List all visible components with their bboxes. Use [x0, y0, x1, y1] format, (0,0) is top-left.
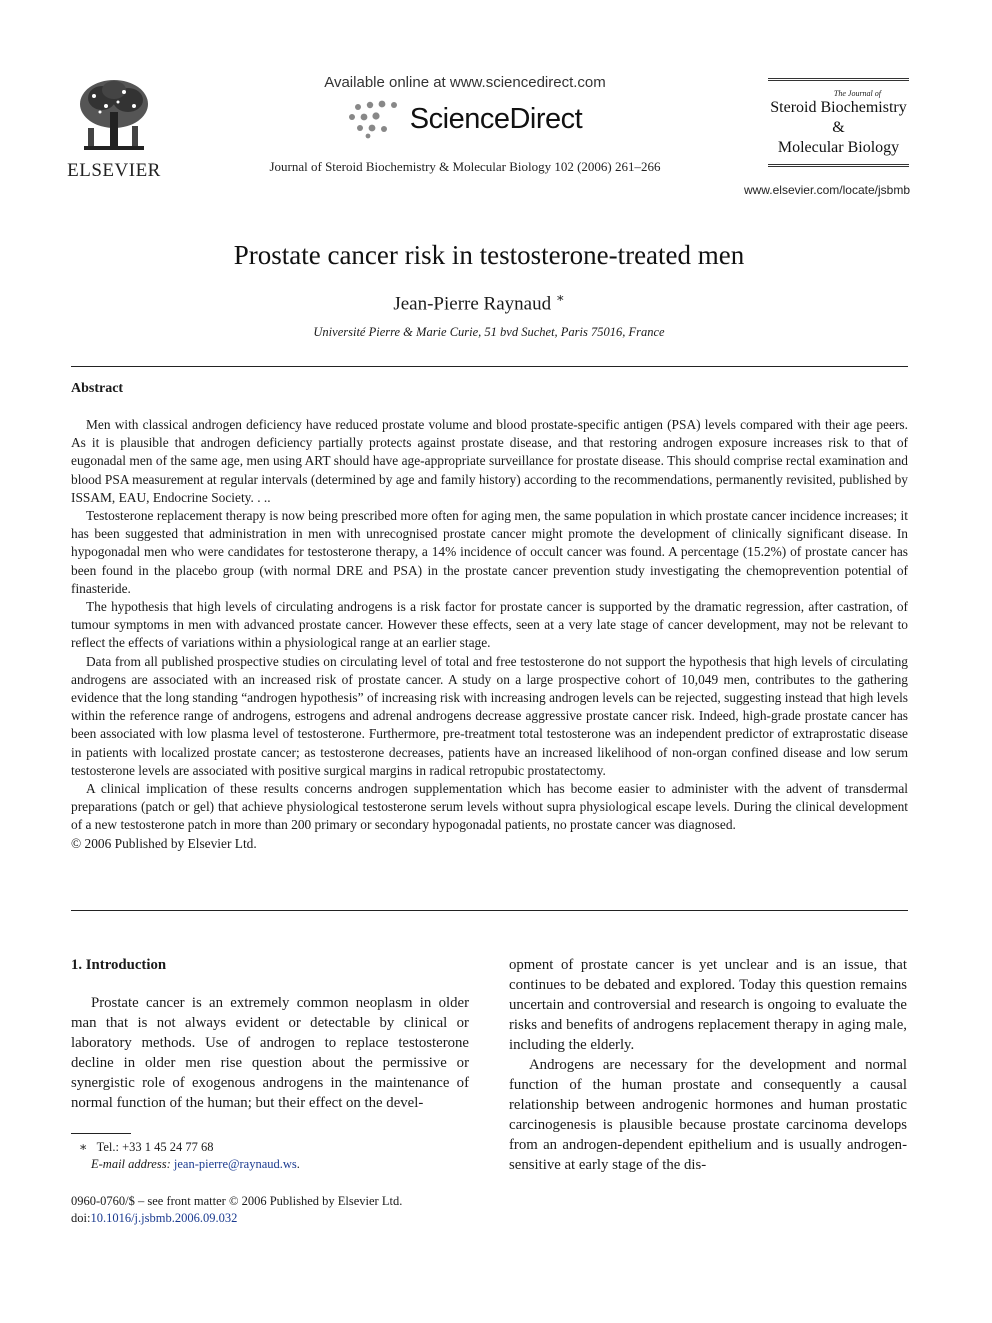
divider	[71, 910, 908, 911]
journal-citation: Journal of Steroid Biochemistry & Molecular Biology 102 (2006) 261–266	[269, 159, 661, 174]
journal-url[interactable]: www.elsevier.com/locate/jsbmb	[743, 183, 910, 197]
footnote-email-line	[71, 1156, 300, 1173]
doi-line	[71, 1210, 402, 1227]
sciencedirect-wordmark: ScienceDirect	[409, 102, 583, 135]
footnote-tel: Tel.: +33 1 45 24 77 68	[96, 1140, 214, 1154]
journal-box-line2: &	[832, 119, 845, 136]
issn-line: 0960-0760/$ – see front matter © 2006 Published by Elsevier Ltd.	[71, 1194, 403, 1208]
email-end: .	[296, 1157, 300, 1171]
footnote-divider	[71, 1133, 131, 1134]
body-paragraph: opment of prostate cancer is yet unclear and is an issue, that continues to be debated and explored. Today this question remains uncertain and controversial and research is ongoing to evaluate the risks and benefits of androgens replacement therapy in aging male, including the elderly.	[509, 957, 907, 1053]
email-link[interactable]: jean-pierre@raynaud.ws	[173, 1157, 297, 1171]
elsevier-tree-icon	[74, 76, 154, 158]
abstract-copyright: © 2006 Published by Elsevier Ltd.	[71, 835, 257, 851]
body-paragraph: Prostate cancer is an extremely common neoplasm in older man that is not always evident or detectable by clinical or laboratory methods. Use of androgen to replace testosterone decline in older men rise question about the permissive or synergistic role of exogenous androgens in the maintenance of normal function of the human; but their effect on the devel-	[71, 995, 469, 1111]
doi-link[interactable]: 10.1016/j.jsbmb.2006.09.032	[90, 1211, 238, 1225]
divider	[768, 164, 909, 167]
doi-label: doi:	[71, 1211, 91, 1225]
footnote	[71, 1139, 300, 1173]
article-meta-footer	[71, 1193, 402, 1227]
publisher-name: ELSEVIER	[67, 160, 161, 181]
elsevier-logo	[66, 76, 162, 182]
abstract-paragraph: Testosterone replacement therapy is now being prescribed more often for aging men, the same population in which prostate cancer incidence increases; it has been suggested that administration in men with unrecognised prostate cancer might promote the development of clinically significant disease. In hypogonadal men who were candidates for testosterone therapy, a 14% incidence of occult cancer was found. A percentage (15.2%) of prostate cancer has been found in the placebo group (with normal DRE and PSA) in the prostate cancer prevention study investigating the chemoprevention potential of finasteride.	[71, 508, 908, 596]
abstract-paragraph: Men with classical androgen deficiency have reduced prostate volume and blood prostate-specific antigen (PSA) levels compared with their age peers. As it is plausible that androgen deficiency partially protects against prostate disease, and that restoring androgen exposure increases risk to that of eugonadal men of the same age, men using ART should have age-appropriate surveillance for prostate disease. This should comprise rectal examination and blood PSA measurement at regular intervals (determined by age and family history) according to the recommendations, permanently revisited, published by ISSAM, EAU, Endocrine Society. . ..	[71, 417, 908, 505]
sciencedirect-block	[250, 74, 680, 175]
author-name: Jean-Pierre Raynaud	[393, 293, 552, 315]
abstract-paragraph: A clinical implication of these results concerns androgen supplementation which has become easier to administer with the advent of transdermal preparations (patch or gel) that achieve physiological testosterone serum levels without supra physiological escape levels. During the clinical development of a new testosterone patch in more than 200 primary or secondary hypogonadal patients, no prostate cancer was diagnosed.	[71, 781, 908, 833]
author-line	[0, 290, 958, 315]
divider	[768, 78, 909, 81]
sciencedirect-dots-icon	[348, 99, 404, 139]
author-affiliation: Université Pierre & Marie Curie, 51 bvd Suchet, Paris 75016, France	[313, 325, 665, 339]
journal-box-line1: Steroid Biochemistry	[770, 99, 907, 116]
abstract-paragraph: The hypothesis that high levels of circulating androgens is a risk factor for prostate cancer is supported by the dramatic regression, after castration, of tumour symptoms in men with advanced prostate cancer. However these effects, seen at a very late stage of cancer development, may not be relevant to reflect the effects of variations within a physiological range at an earlier stage.	[71, 599, 908, 651]
available-online-text: Available online at www.sciencedirect.com	[324, 74, 606, 91]
abstract-body	[71, 416, 908, 853]
journal-box-small: The Journal of	[833, 89, 881, 98]
footnote-mark: ∗	[79, 1140, 88, 1154]
journal-header	[0, 0, 992, 210]
section-heading: 1. Introduction	[71, 957, 167, 973]
left-column	[71, 955, 469, 1113]
article-title: Prostate cancer risk in testosterone-treated men	[233, 240, 745, 270]
footnote-tel-line	[71, 1139, 300, 1156]
email-label: E-mail address:	[91, 1157, 171, 1171]
abstract-paragraph: Data from all published prospective studies on circulating level of total and free testosterone do not support the hypothesis that high levels of circulating androgens are associated with an increased risk of prostate cancer. A study on a large prospective cohort of 10,049 men, contributes to the gathering evidence that the long standing “androgen hypothesis” of increasing risk with increasing androgen levels can be rejected, suggesting instead that high levels within the reference range of androgens, estrogens and adrenal androgens decrease aggressive prostate cancer risk. Indeed, high-grade prostate cancer has been associated with low plasma level of testosterone. Furthermore, pre-treatment total testosterone was an independent predictor of extraprostatic disease in patients with localized prostate cancer; as testosterone decreases, patients have an increased likelihood of non-organ confined disease and low serum testosterone levels are associated with positive surgical margins in radical retropubic prostatectomy.	[71, 653, 908, 778]
divider	[71, 366, 908, 367]
author-footnote-mark[interactable]: ∗	[555, 290, 565, 305]
journal-title-box	[768, 78, 909, 167]
body-paragraph: Androgens are necessary for the development and normal function of the human prostate and consequently a causal relationship between androgenic hormones and human prostatic carcinogenesis is plausible because prostate carcinoma develops from an androgen-dependent epithelium and is usually androgen-sensitive at early stage of the dis-	[509, 1057, 907, 1173]
sciencedirect-logo	[250, 99, 680, 139]
abstract-heading: Abstract	[71, 381, 124, 396]
right-column	[509, 955, 907, 1175]
journal-box-line3: Molecular Biology	[777, 139, 900, 156]
